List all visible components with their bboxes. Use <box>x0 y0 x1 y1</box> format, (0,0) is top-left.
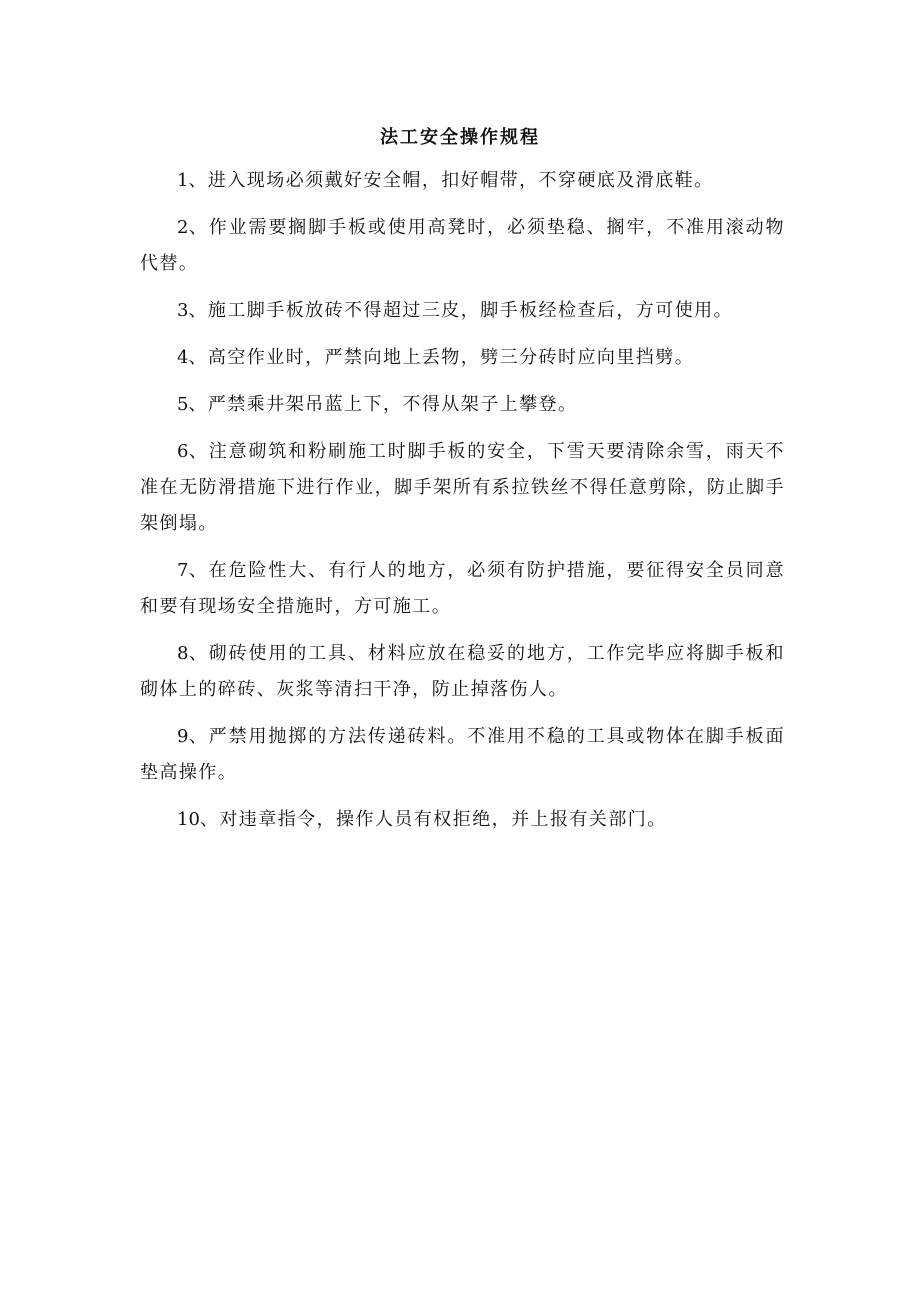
rule-text: 、砌砖使用的工具、材料应放在稳妥的地方，工作完毕应将脚手板和砌体上的碎砖、灰浆等清扫干净，防止掉落伤人。 <box>140 643 785 700</box>
rule-item <box>140 293 785 329</box>
rule-number: 6 <box>177 441 189 462</box>
rule-text: 、在危险性大、有行人的地方，必须有防护措施，要征得安全员同意和要有现场安全措施时，方可施工。 <box>140 560 785 617</box>
rule-text: 、高空作业时，严禁向地上丢物，劈三分砖时应向里挡劈。 <box>188 347 695 368</box>
rule-number: 3 <box>177 300 189 321</box>
rule-item <box>140 210 785 282</box>
rule-number: 2 <box>177 217 189 238</box>
rule-text: 、严禁用抛掷的方法传递砖料。不准用不稳的工具或物体在脚手板面垫高操作。 <box>140 726 785 783</box>
rule-text: 、作业需要搁脚手板或使用高凳时，必须垫稳、搁牢，不准用滚动物代替。 <box>140 217 785 274</box>
rule-text: 、注意砌筑和粉刷施工时脚手板的安全，下雪天要清除余雪，雨天不准在无防滑措施下进行作业，脚手架所有系拉铁丝不得任意剪除，防止脚手架倒塌。 <box>140 441 785 534</box>
rule-item <box>140 387 785 423</box>
rule-number: 7 <box>177 560 189 581</box>
rule-item <box>140 434 785 542</box>
rule-number: 9 <box>177 726 189 747</box>
rule-text: 、严禁乘井架吊蓝上下，不得从架子上攀登。 <box>188 394 578 415</box>
rule-text: 、施工脚手板放砖不得超过三皮，脚手板经检查后，方可使用。 <box>188 300 734 321</box>
rule-item <box>140 163 785 199</box>
rule-item <box>140 802 785 838</box>
rule-item <box>140 340 785 376</box>
rule-item <box>140 553 785 625</box>
rule-number: 5 <box>177 394 189 415</box>
rule-number: 1 <box>177 170 189 191</box>
rule-item <box>140 636 785 708</box>
rule-number: 10 <box>177 809 200 830</box>
rule-text: 、进入现场必须戴好安全帽，扣好帽带，不穿硬底及滑底鞋。 <box>188 170 714 191</box>
rule-number: 4 <box>177 347 189 368</box>
document-title: 法工安全操作规程 <box>380 127 540 148</box>
rules-list <box>140 163 785 849</box>
rule-item <box>140 719 785 791</box>
rule-text: 、对违章指令，操作人员有权拒绝，并上报有关部门。 <box>199 809 667 830</box>
rule-number: 8 <box>177 643 189 664</box>
